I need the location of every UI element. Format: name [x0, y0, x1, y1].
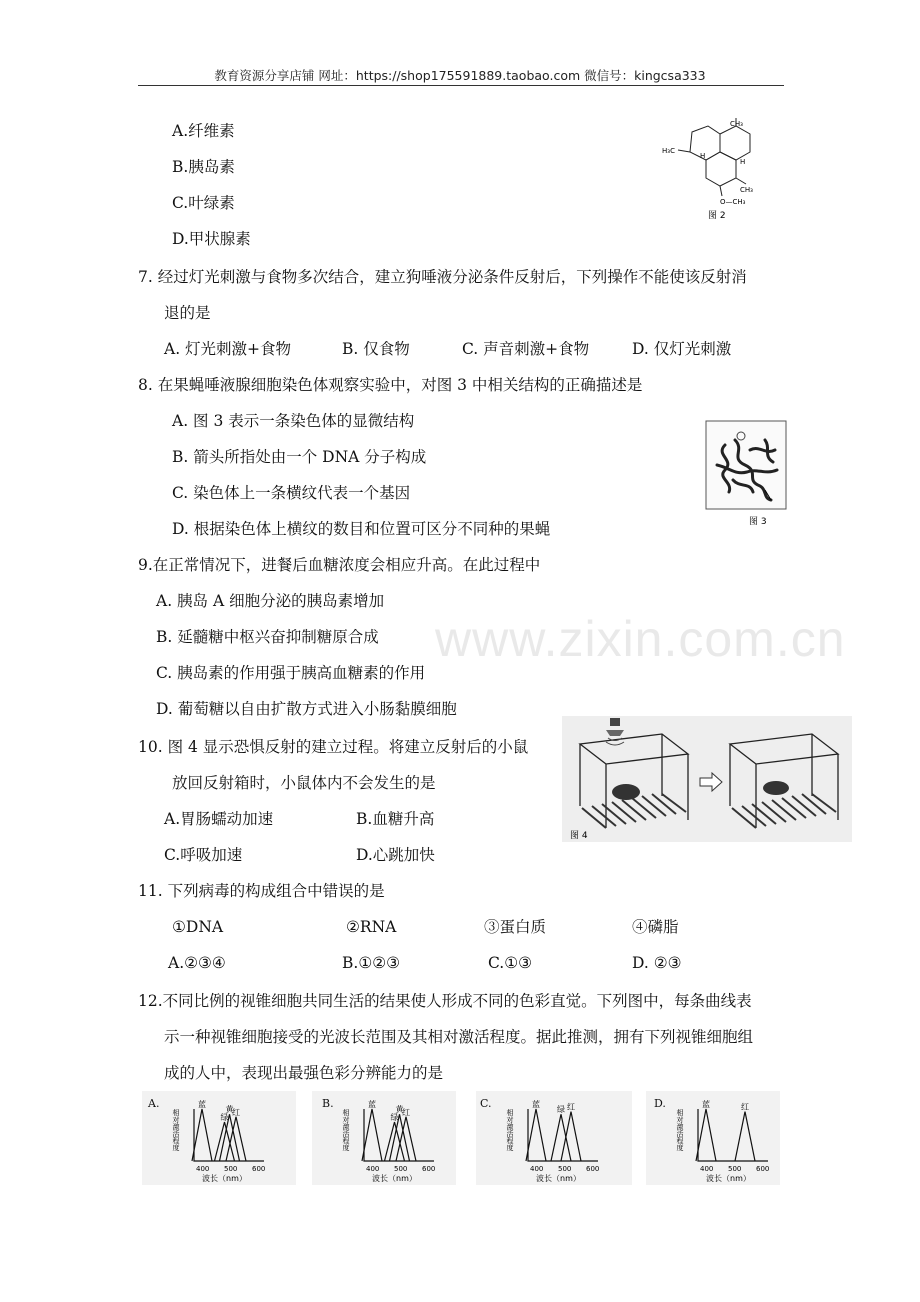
tick-label: 400 — [196, 1165, 210, 1173]
q6-option-b: B.胰岛素 — [172, 158, 235, 176]
q12-panel-label: B. — [322, 1097, 334, 1110]
fig2-h3c: H₃C — [662, 147, 675, 155]
q11-item-1: ①DNA — [172, 918, 224, 936]
x-axis-label: 波长（nm） — [202, 1174, 247, 1183]
tick-label: 400 — [530, 1165, 544, 1173]
figure-3-chromosome — [705, 420, 790, 530]
tick-label: 500 — [558, 1165, 572, 1173]
q12-panel-label: C. — [480, 1097, 492, 1110]
x-axis-label: 波长（nm） — [706, 1174, 751, 1183]
curve-label: 绿 — [390, 1113, 399, 1122]
header-divider — [138, 85, 784, 86]
q12-panel-b — [312, 1091, 456, 1185]
curve-label: 黄 — [225, 1105, 234, 1115]
q9-option-c: C. 胰岛素的作用强于胰高血糖素的作用 — [156, 664, 426, 682]
q9-option-b: B. 延髓糖中枢兴奋抑制糖原合成 — [156, 628, 379, 646]
tick-label: 500 — [224, 1165, 238, 1173]
tick-label: 600 — [586, 1165, 600, 1173]
q11-item-4: ④磷脂 — [632, 918, 679, 936]
q12-panel-label: A. — [148, 1097, 160, 1110]
x-axis-label: 波长（nm） — [536, 1174, 581, 1183]
fig2-ch3-b: CH₃ — [740, 186, 753, 194]
q8-stem: 8. 在果蝇唾液腺细胞染色体观察实验中，对图 3 中相关结构的正确描述是 — [138, 376, 643, 394]
cone-curve-绿 — [215, 1122, 235, 1161]
q10-option-c: C.呼吸加速 — [164, 846, 243, 864]
q10-option-d: D.心跳加快 — [356, 846, 435, 864]
cone-curve-蓝 — [192, 1109, 212, 1161]
cone-curve-蓝 — [526, 1109, 546, 1161]
fig2-h2: H — [740, 158, 746, 166]
q6-option-a: A.纤维素 — [172, 122, 235, 140]
figure-4-fear-reflex — [562, 716, 852, 842]
fig2-ch3-top: CH₃ — [730, 120, 743, 128]
q7-option-d: D. 仅灯光刺激 — [632, 340, 732, 358]
tick-label: 600 — [252, 1165, 266, 1173]
cone-curve-红 — [561, 1112, 581, 1161]
q10-stem-line2: 放回反射箱时，小鼠体内不会发生的是 — [172, 774, 436, 792]
tick-label: 500 — [394, 1165, 408, 1173]
curve-label: 绿 — [557, 1105, 565, 1115]
page-header: 教育资源分享店铺 网址：https://shop175591889.taobao.com 微信号：kingcsa333 — [214, 68, 706, 83]
q9-option-d: D. 葡萄糖以自由扩散方式进入小肠黏膜细胞 — [156, 700, 457, 718]
q12-panel-label: D. — [654, 1097, 666, 1110]
tick-label: 400 — [700, 1165, 714, 1173]
q12-stem-line3: 成的人中，表现出最强色彩分辨能力的是 — [164, 1064, 444, 1082]
curve-label: 红 — [402, 1107, 410, 1117]
q8-option-b: B. 箭头所指处由一个 DNA 分子构成 — [172, 448, 427, 466]
q6-option-d: D.甲状腺素 — [172, 230, 251, 248]
figure-4-caption: 图 4 — [570, 831, 588, 841]
cone-curve-红 — [735, 1112, 755, 1161]
q12-panel-plot — [142, 1091, 296, 1185]
q7-option-c: C. 声音刺激+食物 — [462, 340, 590, 358]
curve-label: 红 — [567, 1102, 575, 1112]
curve-label: 蓝 — [368, 1100, 376, 1109]
tick-label: 600 — [422, 1165, 436, 1173]
cone-curve-绿 — [551, 1114, 571, 1161]
tick-label: 400 — [366, 1165, 380, 1173]
cone-curve-蓝 — [696, 1109, 716, 1161]
q6-option-c: C.叶绿素 — [172, 194, 235, 212]
q12-panel-c — [476, 1091, 632, 1185]
q11-option-a: A.②③④ — [168, 954, 226, 972]
q12-panel-plot — [312, 1091, 456, 1185]
curve-label: 蓝 — [532, 1100, 540, 1109]
tick-label: 600 — [756, 1165, 770, 1173]
curve-label: 蓝 — [702, 1100, 710, 1109]
figure-2-caption: 图 2 — [708, 211, 726, 221]
tick-label: 500 — [728, 1165, 742, 1173]
q7-stem-line1: 7. 经过灯光刺激与食物多次结合，建立狗唾液分泌条件反射后，下列操作不能使该反射消 — [138, 268, 747, 286]
q8-option-d: D. 根据染色体上横纹的数目和位置可区分不同种的果蝇 — [172, 520, 551, 538]
y-axis-label: 相对激活程度 — [172, 1109, 180, 1151]
cone-curve-绿 — [385, 1122, 405, 1161]
q11-option-d: D. ②③ — [632, 954, 682, 972]
curve-label: 黄 — [395, 1105, 404, 1115]
curve-label: 蓝 — [198, 1100, 206, 1109]
q11-stem: 11. 下列病毒的构成组合中错误的是 — [138, 882, 385, 900]
watermark: www.zixin.com.cn — [435, 611, 846, 667]
curve-label: 绿 — [220, 1113, 229, 1122]
q8-option-c: C. 染色体上一条横纹代表一个基因 — [172, 484, 411, 502]
curve-label: 红 — [741, 1102, 749, 1112]
q11-item-2: ②RNA — [346, 918, 397, 936]
q12-stem-line2: 示一种视锥细胞接受的光波长范围及其相对激活程度。据此推测，拥有下列视锥细胞组 — [164, 1028, 754, 1046]
x-axis-label: 波长（nm） — [372, 1174, 417, 1183]
y-axis-label: 相对激活程度 — [342, 1109, 350, 1151]
q12-panel-a — [142, 1091, 296, 1185]
axis-line — [698, 1109, 768, 1161]
y-axis-label: 相对激活程度 — [676, 1109, 684, 1151]
y-axis-label: 相对激活程度 — [506, 1109, 514, 1151]
q8-option-a: A. 图 3 表示一条染色体的显微结构 — [172, 412, 415, 430]
q12-panel-plot — [476, 1091, 632, 1185]
cone-curve-蓝 — [362, 1109, 382, 1161]
figure-2-structure — [660, 112, 765, 222]
q10-option-a: A.胃肠蠕动加速 — [164, 810, 274, 828]
curve-label: 红 — [232, 1107, 240, 1117]
q7-stem-line2: 退的是 — [164, 304, 211, 322]
q10-stem-line1: 10. 图 4 显示恐惧反射的建立过程。将建立反射后的小鼠 — [138, 738, 529, 756]
fig2-och3: O—CH₃ — [720, 198, 746, 206]
q11-option-c: C.①③ — [488, 954, 533, 972]
q12-panel-plot — [646, 1091, 780, 1185]
q11-option-b: B.①②③ — [342, 954, 401, 972]
q7-option-a: A. 灯光刺激+食物 — [164, 340, 292, 358]
fig2-h1: H — [700, 152, 706, 160]
q12-panel-d — [646, 1091, 780, 1185]
q9-stem: 9.在正常情况下，进餐后血糖浓度会相应升高。在此过程中 — [138, 556, 541, 574]
q7-option-b: B. 仅食物 — [342, 340, 410, 358]
q12-stem-line1: 12.不同比例的视锥细胞共同生活的结果使人形成不同的色彩直觉。下列图中，每条曲线表 — [138, 992, 752, 1010]
q11-item-3: ③蛋白质 — [484, 918, 547, 936]
q9-option-a: A. 胰岛 A 细胞分泌的胰岛素增加 — [156, 592, 385, 610]
figure-3-caption: 图 3 — [749, 517, 767, 527]
q10-option-b: B.血糖升高 — [356, 810, 435, 828]
